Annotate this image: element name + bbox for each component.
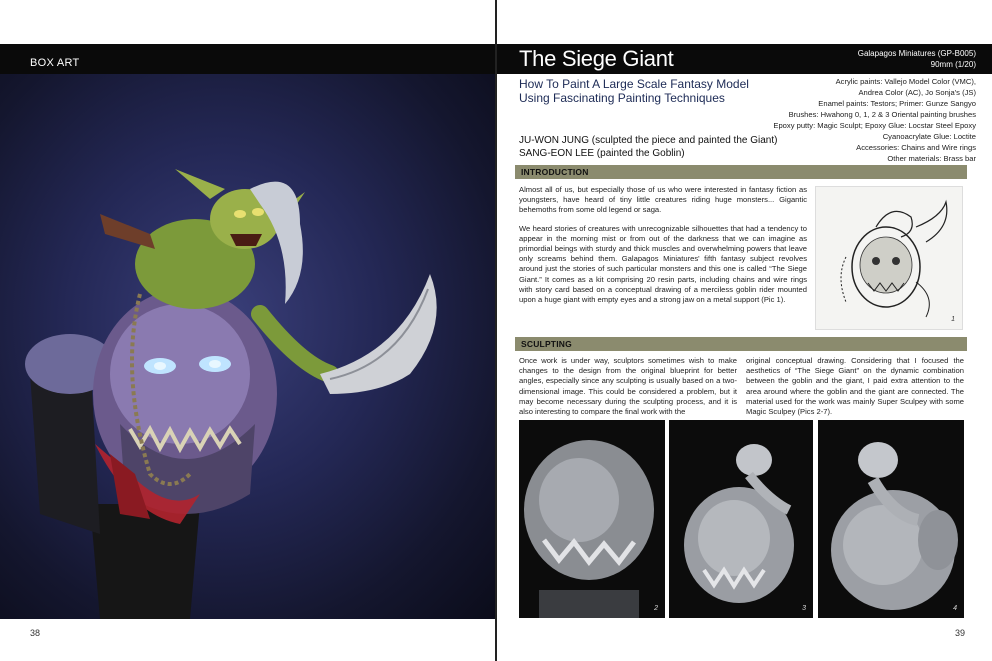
concept-sketch-drawing [816,187,963,330]
sculpting-column-2: original conceptual drawing. Considering that I focused the aesthetics of “The Siege Giant” on the dynamic combination between the goblin and the giant, I paid extra attention to the area around where the goblin and the giant are connected. The material used for the work was mainly Super Sculpey with some Magic Sculpey (Pics 2-7). [746,356,964,417]
sketch-pic-number: 1 [951,316,955,323]
materials-line: Epoxy putty: Magic Sculpt; Epoxy Glue: Locstar Steel Epoxy [773,121,976,130]
intro-paragraph-1: Almost all of us, but especially those of us who were interested in fantasy fiction as youngsters, have heard of tiny little creatures riding huge monsters... Gigantic behemoths from some old legend or saga. [519,185,807,215]
sculpt-photo-2 [519,420,665,618]
intro-paragraph-2: We heard stories of creatures with unrecognizable silhouettes that had a tendency to appear in the morning mist or from out of the darkness that we can imagine as primordial beings with sturdy and thick muscles and overwhelming powers that leave only screams behind them. Galapagos Miniatures' fifth fantasy subject revolves around just the stories of such particular monsters and this one is called “The Siege Giant.” It comes as a kit comprising 20 resin parts, including chains and wire rings with story card based on a conceptual drawing of a merciless goblin rider mounted upon a huge giant with empty eyes and a strong jaw on a metal support (Pic 1). [519,223,807,305]
sculpting-column-1: Once work is under way, sculptors sometimes wish to make changes to the design from the original blueprint for better angles, especially since any sculpting is usually based on a two-dimensional image. This could be considered a problem, but it may become necessary during the sculpting process, and it is also interesting to compare the final work with the [519,356,737,417]
article-subtitle [519,77,759,105]
siege-giant-figure-illustration [0,74,495,619]
introduction-body [519,185,807,313]
sculpting-heading-bar [515,337,967,351]
publisher-line: Galapagos Miniatures (GP-B005) [857,49,976,58]
sculpting-heading: SCULPTING [521,339,572,349]
introduction-heading: INTRODUCTION [521,167,589,177]
left-page [0,0,495,661]
materials-line: Other materials: Brass bar [887,154,976,163]
section-label: BOX ART [30,57,80,69]
sculpt-photo-3 [669,420,813,618]
credit-line-2: SANG-EON LEE (painted the Goblin) [519,148,685,159]
right-page [497,0,992,661]
article-title: The Siege Giant [519,46,674,71]
page-number-right: 39 [955,628,966,638]
introduction-heading-bar [515,165,967,179]
sculpt-photo-3-image [669,420,813,618]
materials-line: Enamel paints: Testors; Primer: Gunze Sangyo [818,99,976,108]
sculpt-photo-2-image [519,420,665,618]
credit-line-1: JU-WON JUNG (sculpted the piece and painted the Giant) [519,135,778,146]
materials-list [746,76,976,164]
page-number-left: 38 [30,628,41,638]
publisher-info [858,48,976,70]
sculpt-photo-4-image [818,420,964,618]
materials-line: Cyanoacrylate Glue: Loctite [882,132,976,141]
photo-number: 3 [802,605,806,612]
photo-number: 2 [654,605,658,612]
box-art-photo [0,74,495,619]
concept-sketch-image [815,186,963,330]
materials-line: Andrea Color (AC), Jo Sonja's (JS) [858,88,976,97]
subtitle-line-2: Using Fascinating Painting Techniques [519,91,725,105]
sculpt-photo-4 [818,420,964,618]
subtitle-line-1: How To Paint A Large Scale Fantasy Model [519,77,749,91]
photo-number: 4 [953,605,957,612]
materials-line: Acrylic paints: Vallejo Model Color (VMC), [835,77,976,86]
materials-line: Accessories: Chains and Wire rings [856,143,976,152]
scale-line: 90mm (1/20) [930,60,976,69]
author-credits [519,134,777,160]
materials-line: Brushes: Hwahong 0, 1, 2 & 3 Oriental painting brushes [788,110,976,119]
